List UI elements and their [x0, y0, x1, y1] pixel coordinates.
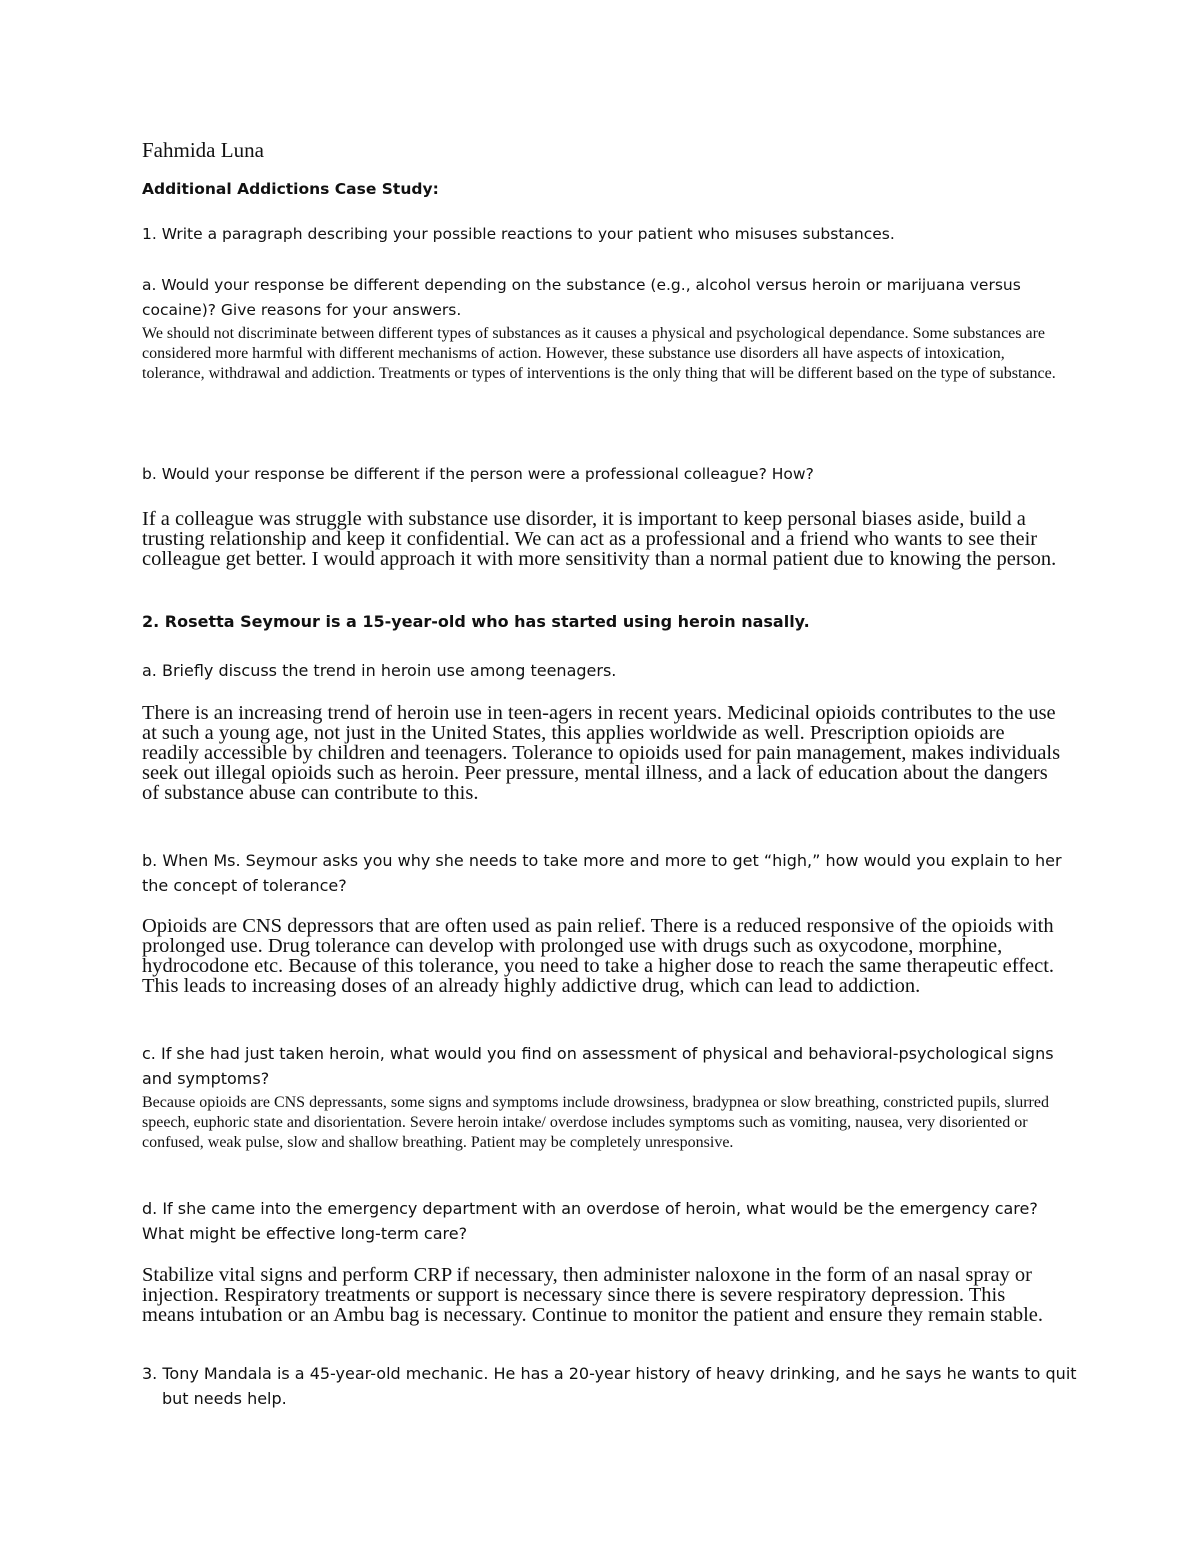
author-name: Fahmida Luna	[142, 138, 264, 162]
document-title: Additional Addictions Case Study:	[142, 180, 439, 198]
answer-2b: Opioids are CNS depressors that are often used as pain relief. There is a reduced responsive of the opioids with prolonged use. Drug tolerance can develop with prolonged use with drugs such as oxycodone, morphine, hydrocodone etc. Because of this tolerance, you need to take a higher dose to reach the same therapeutic effect. This leads to increasing doses of an already highly addictive drug, which can lead to addiction.	[142, 915, 1055, 997]
answer-2d: Stabilize vital signs and perform CRP if necessary, then administer naloxone in the form of an nasal spray or injection. Respiratory treatments or support is necessary since there is severe respiratory depression. This means intubation or an Ambu bag is necessary. Continue to monitor the patient and ensure they remain stable.	[142, 1264, 1044, 1326]
question-2: 2. Rosetta Seymour is a 15-year-old who has started using heroin nasally.	[142, 612, 810, 631]
answer-2c: Because opioids are CNS depressants, some signs and symptoms include drowsiness, bradypnea or slow breathing, constricted pupils, slurred speech, euphoric state and disorientation. Severe heroin intake/ overdose includes symptoms such as vomiting, nausea, very disoriented or confused, weak pulse, slow and shallow breathing. Patient may be completely unresponsive.	[142, 1094, 1049, 1151]
question-1: 1. Write a paragraph describing your possible reactions to your patient who misuses substances.	[142, 225, 895, 243]
question-2c: c. If she had just taken heroin, what would you find on assessment of physical and behavioral-psychological signs and symptoms?	[142, 1044, 1054, 1088]
answer-2a: There is an increasing trend of heroin use in teen-agers in recent years. Medicinal opioids contributes to the use at such a young age, not just in the United States, this applies worldwide as well. Prescription opioids are readily accessible by children and teenagers. Tolerance to opioids used for pain management, makes individuals seek out illegal opioids such as heroin. Peer pressure, mental illness, and a lack of education about the dangers of substance abuse can contribute to this.	[142, 702, 1061, 804]
question-1b: b. Would your response be different if the person were a professional colleague? How?	[142, 465, 814, 483]
question-3: 3. Tony Mandala is a 45-year-old mechanic. He has a 20-year history of heavy drinking, and he says he wants to quit but needs help.	[142, 1364, 1077, 1408]
question-2d: d. If she came into the emergency department with an overdose of heroin, what would be the emergency care? What might be effective long-term care?	[142, 1199, 1038, 1243]
question-2a: a. Briefly discuss the trend in heroin use among teenagers.	[142, 661, 617, 680]
answer-1b: If a colleague was struggle with substance use disorder, it is important to keep personal biases aside, build a trusting relationship and keep it confidential. We can act as a professional and a friend who wants to see their colleague get better. I would approach it with more sensitivity than a normal patient due to knowing the person.	[142, 508, 1057, 570]
question-1a: a. Would your response be different depending on the substance (e.g., alcohol versus heroin or marijuana versus cocaine)? Give reasons for your answers.	[142, 276, 1021, 319]
answer-1a: We should not discriminate between different types of substances as it causes a physical and psychological dependance. Some substances are considered more harmful with different mechanisms of action. However, these substance use disorders all have aspects of intoxication, tolerance, withdrawal and addiction. Treatments or types of interventions is the only thing that will be different based on the type of substance.	[142, 325, 1056, 382]
question-2b: b. When Ms. Seymour asks you why she needs to take more and more to get “high,” how would you explain to her the concept of tolerance?	[142, 851, 1062, 895]
